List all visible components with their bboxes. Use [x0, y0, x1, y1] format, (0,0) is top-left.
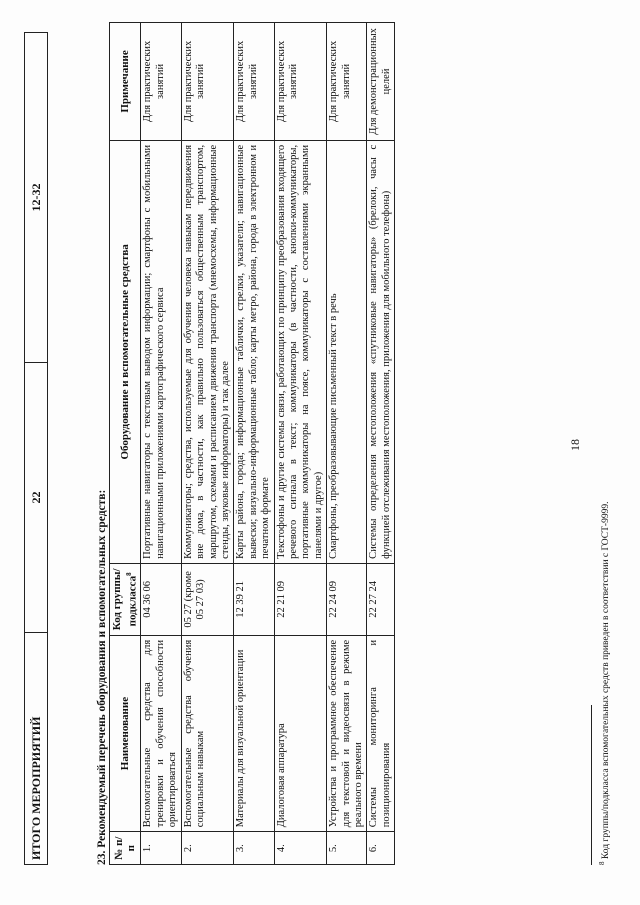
- row-num: 3.: [234, 832, 274, 865]
- row-name: Материалы для визуальной ориентации: [234, 635, 274, 831]
- row-name: Устройства и программное обеспечение для текстовой и видеосвязи в режиме реального времени: [327, 635, 367, 831]
- row-num: 1.: [141, 832, 181, 865]
- row-name: Вспомогательные средства обучения социальным навыкам: [181, 635, 234, 831]
- table-row: [367, 23, 395, 865]
- row-name: Системы мониторинга и позиционирования: [367, 635, 395, 831]
- footnote-mark: 8: [598, 861, 606, 865]
- table-row: [327, 23, 367, 865]
- header-equipment: Оборудование и вспомогательные средства: [110, 140, 141, 563]
- header-code: [110, 563, 141, 635]
- row-note: Для практических занятий: [181, 23, 234, 141]
- row-note: Для практических занятий: [274, 23, 327, 141]
- row-note: Для демонстрационных целей: [367, 23, 395, 141]
- page-number: 18: [568, 439, 582, 451]
- row-equipment: Коммуникаторы; средства, используемые для обучения человека навыкам передвижения вне дома, в частности, как правильно пользоваться общественным транспортом, маршрутом, схемами и расписанием движения транспорта (мнемосхемы, информационные стенды, звуковые информаторы) и так далее: [181, 140, 234, 563]
- row-name: Диалоговая аппаратура: [274, 635, 327, 831]
- table-row: [141, 23, 181, 865]
- row-equipment: Системы определения местоположения «спутниковые навигаторы» (брелоки, часы с функцией отслеживания местоположения, приложения для мобильного телефона): [367, 140, 395, 563]
- total-row-table: [24, 32, 48, 865]
- row-code: 05 27 (кроме 05 27 03): [181, 563, 234, 635]
- row-equipment: Портативные навигаторы с текстовым выводом информации; смартфоны с мобильными навигационными приложениями картографического сервиса: [141, 140, 181, 563]
- equipment-table: [109, 22, 395, 865]
- footnote: [598, 165, 611, 865]
- table-row: [234, 23, 274, 865]
- header-note: Примечание: [110, 23, 141, 141]
- total-label: ИТОГО МЕРОПРИЯТИЙ: [25, 633, 48, 865]
- row-equipment: Смартфоны, преобразовывающие письменный текст в речь: [327, 140, 367, 563]
- row-note: Для практических занятий: [141, 23, 181, 141]
- header-code-footnote-mark: 8: [125, 572, 134, 576]
- table-header-row: [110, 23, 141, 865]
- header-name: Наименование: [110, 635, 141, 831]
- total-value-range: 12-32: [25, 33, 48, 363]
- row-code: 22 21 09: [274, 563, 327, 635]
- row-code: 22 27 24: [367, 563, 395, 635]
- row-num: 6.: [367, 832, 395, 865]
- table-row: [274, 23, 327, 865]
- total-value-count: 22: [25, 363, 48, 633]
- footnote-text: Код группы/подкласса вспомогательных средств приведен в соответствии с ГОСТ-9999.: [601, 501, 612, 862]
- row-equipment: Текстофоны и другие системы связи, работающих по принципу преобразования входящего речевого сигнала в текст; коммуникаторы (в частности, кнопки-коммуникаторы, портативные коммуникаторы на поясе, коммуникаторы с составлениями экранными панелями и другое): [274, 140, 327, 563]
- table-row: [181, 23, 234, 865]
- footnote-divider: [591, 705, 592, 865]
- row-code: 04 36 06: [141, 563, 181, 635]
- row-note: Для практических занятий: [234, 23, 274, 141]
- row-num: 5.: [327, 832, 367, 865]
- row-equipment: Карты района, города; информационные таблички, стрелки, указатели; навигационные вывески; визуально-информационные табло; карты метро, района, города в электронном и печатном формате: [234, 140, 274, 563]
- row-code: 12 39 21: [234, 563, 274, 635]
- row-name: Вспомогательные средства для тренировки и обучения способности ориентироваться: [141, 635, 181, 831]
- total-row: [25, 33, 48, 865]
- row-note: Для практических занятий: [327, 23, 367, 141]
- row-num: 4.: [274, 832, 327, 865]
- row-num: 2.: [181, 832, 234, 865]
- section-title: 23. Рекомендуемый перечень оборудования и вспомогательных средств:: [96, 489, 108, 865]
- header-num: № п/п: [110, 832, 141, 865]
- header-code-label: Код группы/ подкласса: [111, 568, 140, 631]
- row-code: 22 24 09: [327, 563, 367, 635]
